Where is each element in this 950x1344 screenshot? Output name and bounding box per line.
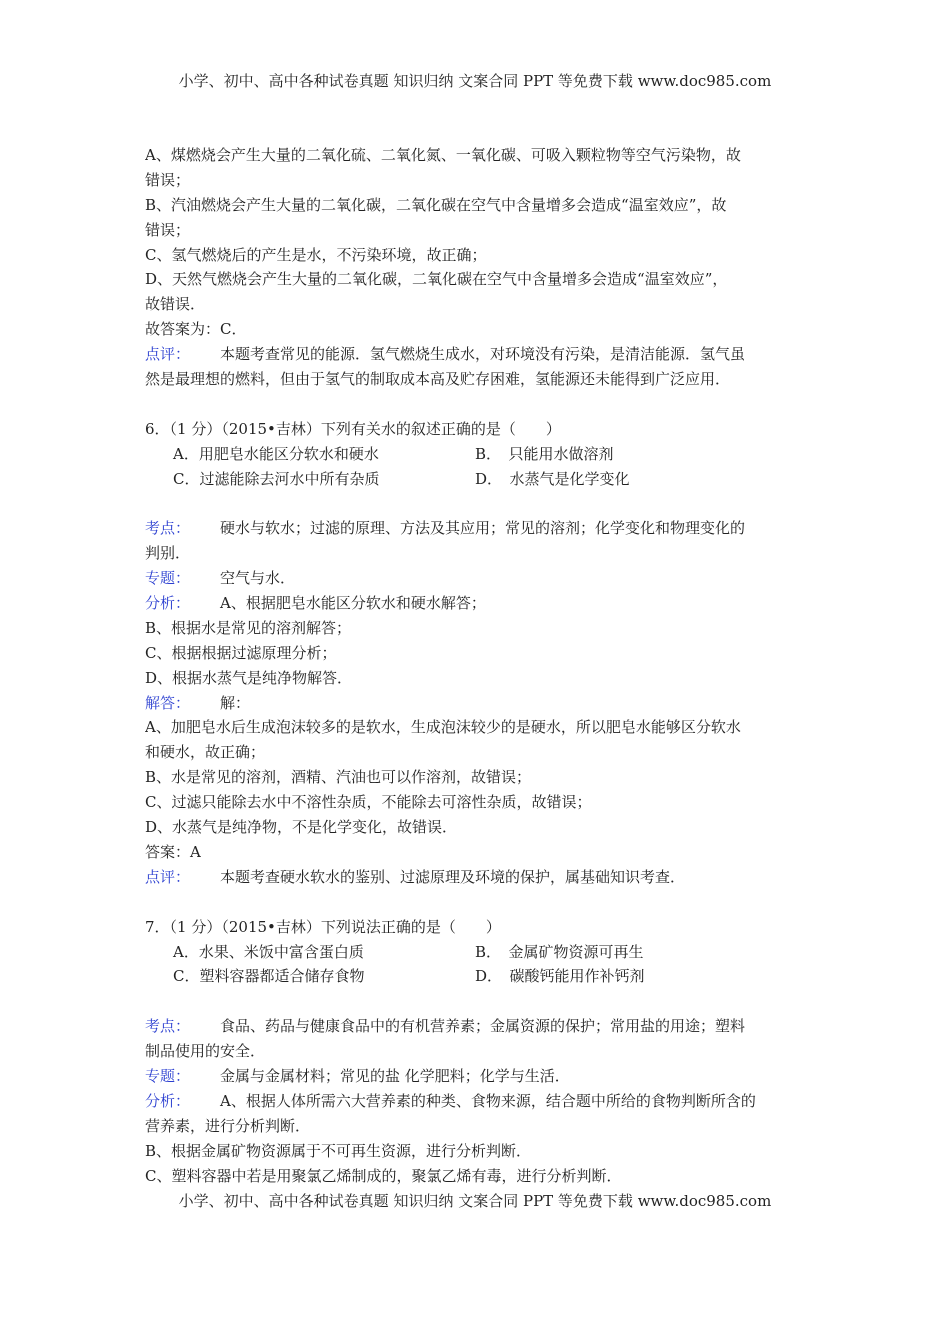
text-line: B、根据水是常见的溶剂解答； xyxy=(145,618,352,637)
text-line: 错误； xyxy=(145,220,191,239)
fenxi-line: 分析： A、根据人体所需六大营养素的种类、食物来源，结合题中所给的食物判断所含的 xyxy=(145,1091,756,1110)
option-d: D． 碳酸钙能用作补钙剂 xyxy=(475,967,645,986)
option-b: B． 只能用水做溶剂 xyxy=(475,444,614,463)
fenxi-label: 分析： xyxy=(145,594,191,613)
text-line: C、根据根据过滤原理分析； xyxy=(145,643,337,662)
text-line: B、根据金属矿物资源属于不可再生资源，进行分析判断． xyxy=(145,1141,532,1160)
kaodian-line: 考点： 硬水与软水；过滤的原理、方法及其应用；常见的溶剂；化学变化和物理变化的 xyxy=(145,519,746,538)
question-stem: 6．（1 分）（2015•吉林）下列有关水的叙述正确的是（ ） xyxy=(145,419,561,438)
text-line: B、水是常见的溶剂，酒精、汽油也可以作溶剂，故错误； xyxy=(145,768,532,787)
comment-label: 点评： xyxy=(145,345,191,364)
text-line: 故答案为：C． xyxy=(145,320,247,339)
text-line: D、根据水蒸气是纯净物解答． xyxy=(145,668,353,687)
text-line: C、氢气燃烧后的产生是水，不污染环境，故正确； xyxy=(145,245,487,264)
text-line: D、水蒸气是纯净物，不是化学变化，故错误． xyxy=(145,818,458,837)
text-line: 错误； xyxy=(145,170,191,189)
page-header: 小学、初中、高中各种试卷真题 知识归纳 文案合同 PPT 等免费下载 www.doc985.com xyxy=(178,72,772,90)
option-a: A．用肥皂水能区分软水和硬水 xyxy=(173,444,379,463)
text-line: 营养素，进行分析判断． xyxy=(145,1116,311,1135)
text-line: 故错误． xyxy=(145,295,206,314)
option-b: B． 金属矿物资源可再生 xyxy=(475,942,644,961)
zhuanti-label: 专题： xyxy=(145,569,191,588)
option-d: D． 水蒸气是化学变化 xyxy=(475,469,630,488)
document-body xyxy=(145,143,813,1188)
comment-line: 点评： 本题考查硬水软水的鉴别、过滤原理及环境的保护，属基础知识考查． xyxy=(145,867,686,886)
options-row xyxy=(145,964,813,989)
zhuanti-line: 专题： 空气与水． xyxy=(145,569,296,588)
text-line: D、天然气燃烧会产生大量的二氧化碳，二氧化碳在空气中含量增多会造成“温室效应”， xyxy=(145,270,728,289)
options-row xyxy=(145,442,813,467)
options-row xyxy=(145,467,813,492)
text-line: A、加肥皂水后生成泡沫较多的是软水，生成泡沫较少的是硬水，所以肥皂水能够区分软水 xyxy=(145,718,741,737)
zhuanti-label: 专题： xyxy=(145,1066,191,1085)
option-a: A．水果、米饭中富含蛋白质 xyxy=(173,942,364,961)
kaodian-line: 考点： 食品、药品与健康食品中的有机营养素；金属资源的保护；常用盐的用途；塑料 xyxy=(145,1017,746,1036)
text-line: 然是最理想的燃料，但由于氢气的制取成本高及贮存困难，氢能源还未能得到广泛应用． xyxy=(145,370,731,389)
fenxi-label: 分析： xyxy=(145,1091,191,1110)
text-line: A、煤燃烧会产生大量的二氧化硫、二氧化氮、一氧化碳、可吸入颗粒物等空气污染物，故 xyxy=(145,146,741,164)
zhuanti-line: 专题： 金属与金属材料；常见的盐 化学肥料；化学与生活． xyxy=(145,1066,570,1085)
option-c: C．塑料容器都适合储存食物 xyxy=(173,967,365,986)
question-stem: 7．（1 分）（2015•吉林）下列说法正确的是（ ） xyxy=(145,917,501,936)
text-line: C、塑料容器中若是用聚氯乙烯制成的，聚氯乙烯有毒，进行分析判断． xyxy=(145,1166,622,1185)
text-line: 判别． xyxy=(145,544,191,563)
comment-label: 点评： xyxy=(145,867,191,886)
option-c: C．过滤能除去河水中所有杂质 xyxy=(173,469,380,488)
jieda-line: 解答： 解： xyxy=(145,693,251,712)
kaodian-label: 考点： xyxy=(145,519,191,538)
fenxi-line: 分析： A、根据肥皂水能区分软水和硬水解答； xyxy=(145,594,486,613)
page-footer: 小学、初中、高中各种试卷真题 知识归纳 文案合同 PPT 等免费下载 www.doc985.com xyxy=(178,1192,772,1210)
jieda-label: 解答： xyxy=(145,693,191,712)
options-row xyxy=(145,940,813,965)
answer-line: 答案：A xyxy=(145,842,201,861)
text-line: 和硬水，故正确； xyxy=(145,743,266,762)
text-line: B、汽油燃烧会产生大量的二氧化碳，二氧化碳在空气中含量增多会造成“温室效应”，故 xyxy=(145,195,727,214)
comment-line: 点评： 本题考查常见的能源．氢气燃烧生成水，对环境没有污染，是清洁能源．氢气虽 xyxy=(145,345,746,364)
text-line: 制品使用的安全． xyxy=(145,1042,266,1061)
text-line: C、过滤只能除去水中不溶性杂质，不能除去可溶性杂质，故错误； xyxy=(145,793,592,812)
kaodian-label: 考点： xyxy=(145,1017,191,1036)
